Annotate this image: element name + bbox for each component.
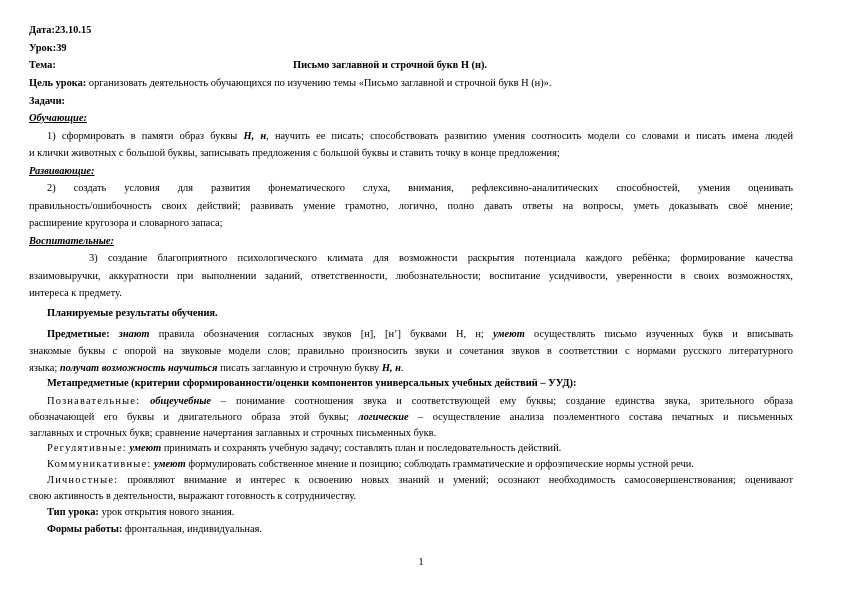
subject-text-3 [29, 363, 793, 375]
cognitive-text-2a: обозначающей его буквы и двигательного образа этой буквы; [29, 412, 359, 423]
personal-text-1 [29, 475, 793, 487]
personal-text-2: свою активность в деятельности, выражают готовность к сотрудничеству. [29, 491, 357, 502]
subject-text-1a: правила обозначения согласных звуков [н], [н’] буквами Н, н; [149, 329, 494, 340]
date-label: Дата: [29, 25, 55, 36]
educational-text-1b: , научить ее писать; способствовать развитию умения соотносить модели со словами и писать имена людей [266, 131, 793, 142]
educational-letters: Н, н [243, 131, 267, 142]
subject-letters: Н, н [381, 363, 401, 374]
goal-line [29, 78, 793, 90]
personal-text-1a: проявляют внимание и интерес к освоению новых знаний и умений; осознают необходимость самосовершенствования; оценивают [118, 475, 793, 486]
tasks-heading [29, 96, 793, 108]
educational-text-2: и клички животных с большой буквы, записывать предложения с большой буквы и ставить точку в конце предложения; [29, 148, 560, 159]
meta-heading-text: Метапредметные (критерии сформированности/оценки компонентов универсальных учебных действий – УУД): [47, 378, 577, 389]
subject-know: знают [118, 329, 150, 340]
work-forms-value: фронтальная, индивидуальная. [122, 524, 262, 535]
upbringing-text-1: 3) создание благоприятного психологического климата для возможности раскрытия потенциала каждого ребёнка; формирование качества [89, 253, 793, 264]
communicative-text: формулировать собственное мнение и позицию; соблюдать грамматические и орфоэпические нормы устной речи. [185, 459, 694, 470]
upbringing-text-3: интереса к предмету. [29, 288, 122, 299]
educational-heading [29, 113, 793, 125]
results-heading-text: Планируемые результаты обучения. [47, 308, 218, 319]
cognitive-general: общеучебные [150, 396, 212, 407]
subject-label: Предметные: [47, 329, 110, 340]
regulatory-label: Регулятивные: [47, 443, 127, 454]
subject-can: умеют [493, 329, 525, 340]
subject-text-3c: . [400, 363, 404, 374]
theme-label: Тема: [29, 60, 56, 71]
cognitive-logical: логические [358, 412, 409, 423]
goal-label: Цель урока: [29, 78, 87, 89]
cognitive-label: Познавательные: [47, 396, 141, 407]
date-line [29, 25, 793, 37]
developing-text-1: 2) создать условия для развития фонематического слуха, внимания, рефлексивно-аналитических способностей, умения оценивать [47, 183, 793, 194]
cognitive-text-2b: – осуществление анализа поэлементного состава печатных и письменных [408, 412, 793, 423]
lesson-label: Урок: [29, 43, 57, 54]
upbringing-label: Воспитательные: [29, 236, 115, 247]
communicative-line [29, 459, 793, 471]
theme-value: Письмо заглавной и строчной букв Н (н). [293, 60, 488, 71]
lesson-value: 39 [56, 43, 67, 54]
subject-chance: получат возможность научиться [59, 363, 218, 374]
personal-label: Личностные: [47, 475, 119, 486]
educational-label: Обучающие: [29, 113, 87, 124]
subject-text-3b: писать заглавную и строчную букву [217, 363, 382, 374]
educational-text-1 [29, 131, 793, 143]
communicative-label: Коммуникативные: [47, 459, 152, 470]
work-forms-line [29, 524, 793, 536]
subject-text-3a: языка; [29, 363, 60, 374]
regulatory-text: принимать и сохранять учебную задачу; составлять план и последовательность действий. [161, 443, 562, 454]
developing-label: Развивающие: [29, 166, 95, 177]
date-value: 23.10.15 [54, 25, 92, 36]
results-heading [29, 308, 793, 320]
lesson-type-value: урок открытия нового знания. [98, 507, 235, 518]
regulatory-can: умеют [129, 443, 162, 454]
work-forms-label: Формы работы: [47, 524, 123, 535]
developing-text-2: правильность/ошибочность своих действий; развивать умение грамотно, логично, полно давать ответы на вопросы, уметь доказывать своё мнение; [29, 201, 793, 212]
regulatory-line [29, 443, 793, 455]
subject-text-1 [29, 329, 793, 341]
cognitive-text-2 [29, 412, 793, 424]
developing-heading [29, 166, 793, 178]
tasks-label: Задачи: [29, 96, 66, 107]
meta-heading [29, 378, 793, 390]
communicative-can: умеют [153, 459, 186, 470]
subject-text-2: знакомые буквы с опорой на звуковые модели слов; правильно произносить звуки и сочетания звуков в соответствии с нормами русского литературного [29, 346, 793, 357]
page-number: 1 [418, 556, 424, 568]
cognitive-text-1b: – понимание соотношения звука и соответствующей ему буквы; создание единства звука, зрительного образа [211, 396, 793, 407]
educational-text-1a: 1) сформировать в памяти образ буквы [47, 131, 244, 142]
subject-text-1b: осуществлять письмо изученных букв и вписывать [524, 329, 793, 340]
upbringing-heading [29, 236, 793, 248]
lesson-line [29, 43, 793, 55]
lesson-type-label: Тип урока: [47, 507, 99, 518]
goal-text: организовать деятельность обучающихся по изучению темы «Письмо заглавной и строчной букв Н (н)». [88, 78, 552, 89]
cognitive-text-1 [29, 396, 793, 408]
developing-text-3: расширение кругозора и словарного запаса; [29, 218, 223, 229]
cognitive-text-3: заглавных и строчных букв; сравнение начертания заглавных и строчных письменных букв. [29, 428, 437, 439]
lesson-type-line [29, 507, 793, 519]
upbringing-text-2: взаимовыручки, аккуратности при выполнении заданий, ответственности, любознательности; воспитание усидчивости, уверенности в своих возможностях, [29, 271, 793, 282]
